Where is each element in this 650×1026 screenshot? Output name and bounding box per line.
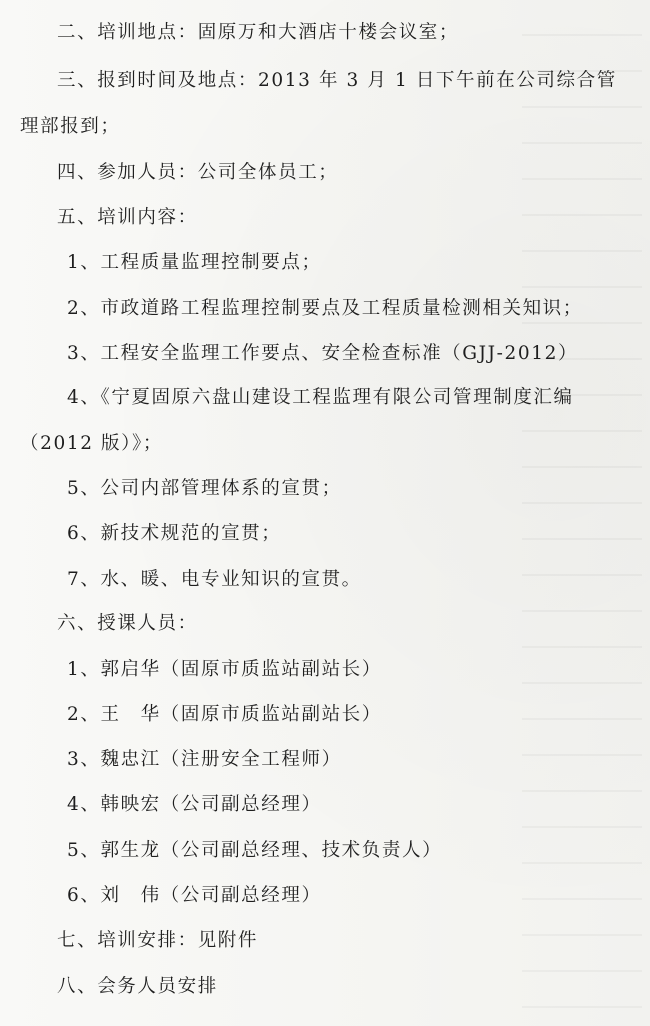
content-item-5: 5、公司内部管理体系的宣贯；: [67, 478, 342, 499]
content-item-3: 3、工程安全监理工作要点、安全检查标准（GJJ-2012）: [67, 343, 579, 364]
section-3-registration-line-2: 理部报到；: [20, 116, 121, 137]
instructor-3: 3、魏忠江（注册安全工程师）: [67, 749, 342, 770]
section-5-training-content-heading: 五、培训内容：: [57, 207, 198, 228]
section-3-registration-line-1: 三、报到时间及地点：2013 年 3 月 1 日下午前在公司综合管: [57, 70, 617, 91]
content-item-6: 6、新技术规范的宣贯；: [67, 523, 282, 544]
section-6-instructors-heading: 六、授课人员：: [57, 613, 198, 634]
section-7-training-schedule: 七、培训安排：见附件: [57, 930, 259, 951]
content-item-4-line-2: （2012 版）》；: [20, 433, 163, 454]
instructor-1: 1、郭启华（固原市质监站副站长）: [67, 659, 382, 680]
content-item-2: 2、市政道路工程监理控制要点及工程质量检测相关知识；: [67, 298, 583, 319]
instructor-5: 5、郭生龙（公司副总经理、技术负责人）: [67, 840, 443, 861]
content-item-4-line-1: 4、《宁夏固原六盘山建设工程监理有限公司管理制度汇编: [67, 387, 574, 408]
instructor-6: 6、刘 伟（公司副总经理）: [67, 885, 322, 906]
section-4-participants: 四、参加人员：公司全体员工；: [57, 162, 339, 183]
section-8-staff-arrangement: 八、会务人员安排: [57, 976, 218, 997]
show-through-texture: [522, 0, 642, 1026]
content-item-1: 1、工程质量监理控制要点；: [67, 252, 322, 273]
section-2-training-location: 二、培训地点：固原万和大酒店十楼会议室；: [57, 22, 460, 43]
instructor-4: 4、韩映宏（公司副总经理）: [67, 794, 322, 815]
instructor-2: 2、王 华（固原市质监站副站长）: [67, 704, 382, 725]
content-item-7: 7、水、暖、电专业知识的宣贯。: [67, 569, 362, 590]
